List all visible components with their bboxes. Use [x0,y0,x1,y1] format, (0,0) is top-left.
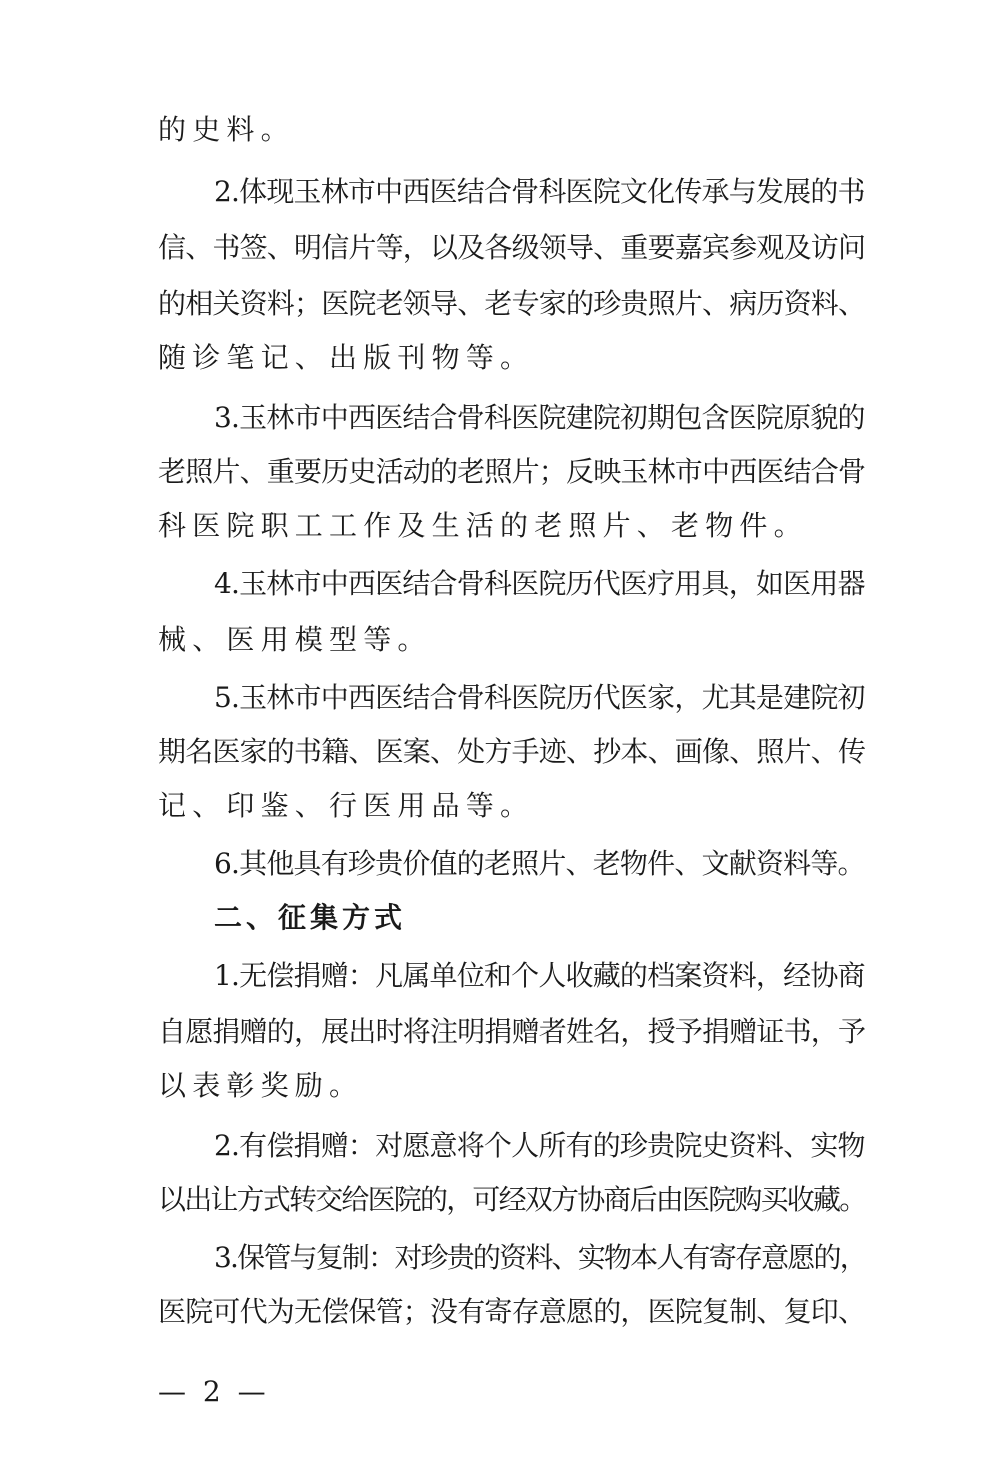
page-number: — 2 — [158,1375,270,1408]
text-line: 期名医家的书籍、医案、处方手迹、抄本、画像、照片、传 [158,735,866,768]
method-2-line: 2.有偿捐赠：对愿意将个人所有的珍贵院史资料、实物 [214,1129,865,1162]
method-3-line: 3.保管与复制：对珍贵的资料、实物本人有寄存意愿的， [214,1241,866,1274]
section-heading: 二、征集方式 [214,901,407,934]
text-line: 信、书签、明信片等，以及各级领导、重要嘉宾参观及访问 [158,231,866,264]
text-line: 的相关资料；医院老领导、老专家的珍贵照片、病历资料、 [158,287,866,320]
text-line: 自愿捐赠的，展出时将注明捐赠者姓名，授予捐赠证书，予 [158,1015,866,1048]
text-line: 老照片、重要历史活动的老照片；反映玉林市中西医结合骨 [158,455,866,488]
list-item-2-line: 2.体现玉林市中西医结合骨科医院文化传承与发展的书 [214,175,865,208]
text-line: 的史料。 [158,113,295,146]
list-item-6-line: 6.其他具有珍贵价值的老照片、老物件、文献资料等。 [214,847,865,880]
list-item-5-line: 5.玉林市中西医结合骨科医院历代医家，尤其是建院初 [214,681,865,714]
text-line: 医院可代为无偿保管；没有寄存意愿的，医院复制、复印、 [158,1295,866,1328]
text-line: 械、医用模型等。 [158,623,432,656]
text-line: 科医院职工工作及生活的老照片、老物件。 [158,509,808,542]
text-line: 以表彰奖励。 [158,1069,364,1102]
text-line: 记、印鉴、行医用品等。 [158,789,535,822]
text-line: 以出让方式转交给医院的，可经双方协商后由医院购买收藏。 [158,1183,866,1216]
method-1-line: 1.无偿捐赠：凡属单位和个人收藏的档案资料，经协商 [214,959,865,992]
list-item-4-line: 4.玉林市中西医结合骨科医院历代医疗用具，如医用器 [214,567,865,600]
text-line: 随诊笔记、出版刊物等。 [158,341,535,374]
list-item-3-line: 3.玉林市中西医结合骨科医院建院初期包含医院原貌的 [214,401,865,434]
